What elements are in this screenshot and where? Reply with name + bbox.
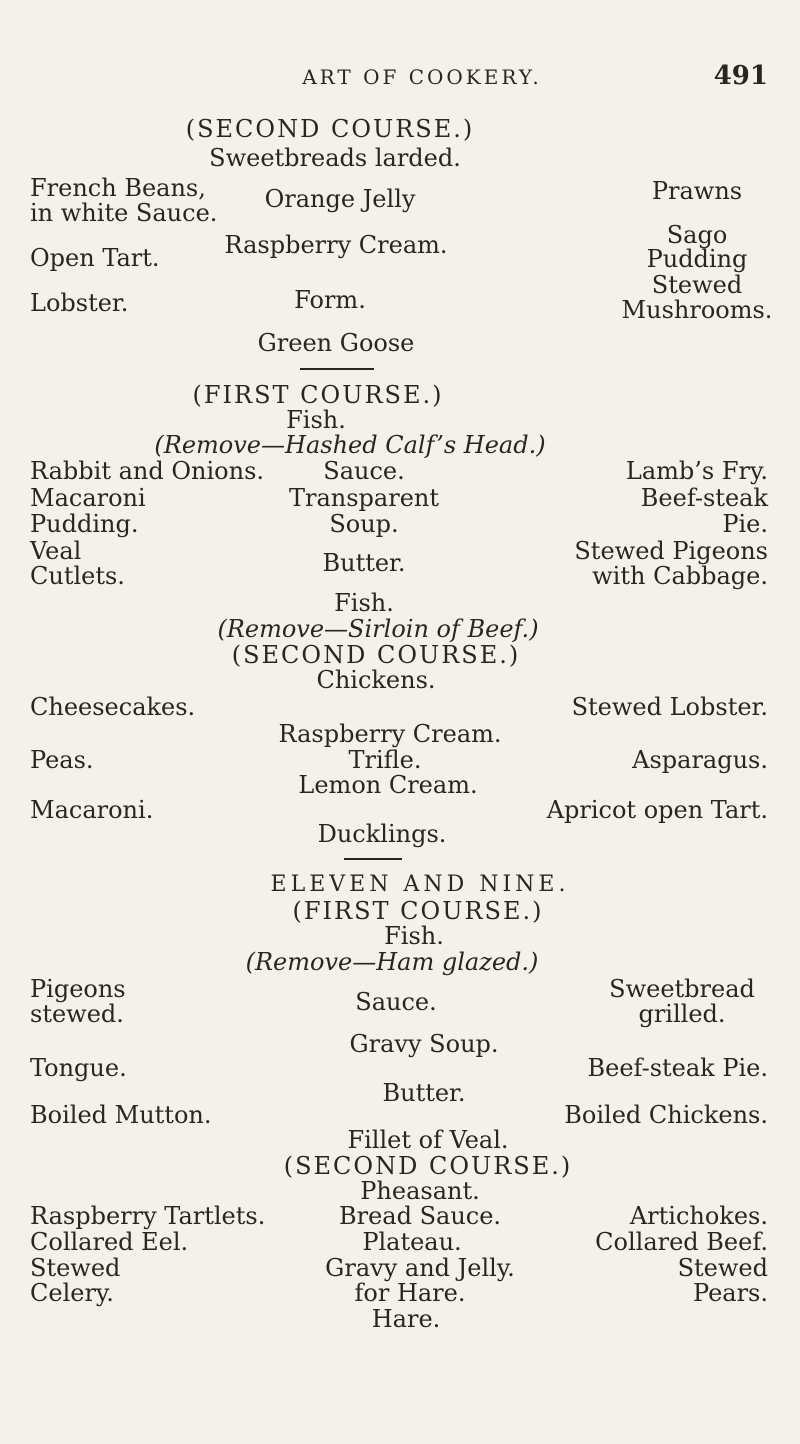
dish: Fish. [286,406,346,434]
course-heading: (FIRST COURSE.) [292,897,544,925]
dish: Trifle. [348,746,422,774]
dish: Bread Sauce. [338,1202,502,1230]
dish: Boiled Mutton. [30,1101,212,1129]
dish: Sweetbreads larded. [209,144,461,172]
dish: for Hare. [354,1279,466,1307]
dish: Lobster. [30,289,129,317]
dish: Boiled Chickens. [564,1101,768,1129]
dish: Mushrooms. [621,296,773,324]
dish: Stewed [651,271,743,299]
dish: Tongue. [30,1054,127,1082]
dish: grilled. [638,1000,726,1028]
dish: Beef-steak [640,484,768,512]
dish: Fillet of Veal. [347,1126,509,1154]
dish: Macaroni [30,484,146,512]
dish: Rabbit and Onions. [30,457,265,485]
dish: Open Tart. [30,244,160,272]
dish: Pears. [693,1279,768,1307]
dish: Cheesecakes. [30,693,196,721]
dish: Fish. [334,589,394,617]
dish: Pigeons [30,975,126,1003]
dish: Hare. [371,1305,441,1333]
remove-note: (Remove—Ham glazed.) [245,948,539,976]
dish: Veal [30,537,82,565]
dish: Ducklings. [317,820,447,848]
dish: Form. [294,286,366,314]
dish: Stewed Lobster. [571,693,768,721]
divider [300,368,374,370]
dish: Sweetbread [609,975,755,1003]
dish: Stewed Pigeons [574,537,768,565]
dish: Transparent [288,484,440,512]
dish: Chickens. [316,666,436,694]
dish: Apricot open Tart. [546,796,768,824]
dish: Stewed [677,1254,768,1282]
dish: Artichokes. [629,1202,768,1230]
course-heading: (SECOND COURSE.) [185,115,475,143]
remove-note: (Remove—Hashed Calf’s Head.) [154,431,546,459]
page-number: 491 [713,61,768,91]
dish: Plateau. [362,1228,462,1256]
course-heading: (SECOND COURSE.) [231,641,521,669]
dish: Pie. [722,510,768,538]
dish: Raspberry Tartlets. [30,1202,266,1230]
dish: Green Goose [257,329,415,357]
remove-note: (Remove—Sirloin of Beef.) [217,615,539,643]
dish: Prawns [651,177,743,205]
dish: with Cabbage. [592,562,768,590]
dish: in white Sauce. [30,199,218,227]
dish: Butter. [322,549,406,577]
dish: Asparagus. [632,746,768,774]
dish: Raspberry Cream. [224,231,448,259]
dish: Pudding [646,245,748,273]
dish: Raspberry Cream. [278,720,502,748]
dish: Gravy and Jelly. [325,1254,515,1282]
dish: Soup. [329,510,399,538]
dish: Sago [666,221,728,249]
dish: Collared Beef. [595,1228,768,1256]
dish: Orange Jelly [264,185,416,213]
dish: Lemon Cream. [298,771,478,799]
dish: Sauce. [323,457,405,485]
dish: Stewed [30,1254,121,1282]
dish: Fish. [384,922,444,950]
dish: Peas. [30,746,94,774]
dish: Celery. [30,1279,114,1307]
dish: Cutlets. [30,562,125,590]
running-title: ART OF COOKERY. [302,65,542,89]
dish: Collared Eel. [30,1228,189,1256]
dish: Pheasant. [360,1177,480,1205]
dish: French Beans, [30,174,206,202]
dish: stewed. [30,1000,124,1028]
dish: Sauce. [355,988,437,1016]
dish: Lamb’s Fry. [625,457,768,485]
dish: Gravy Soup. [349,1030,499,1058]
dish: Pudding. [30,510,139,538]
divider [344,858,402,860]
dish: Butter. [382,1079,466,1107]
menu-title: ELEVEN AND NINE. [270,872,570,897]
dish: Beef-steak Pie. [587,1054,768,1082]
dish: Macaroni. [30,796,154,824]
course-heading: (SECOND COURSE.) [283,1152,573,1180]
course-heading: (FIRST COURSE.) [192,381,444,409]
